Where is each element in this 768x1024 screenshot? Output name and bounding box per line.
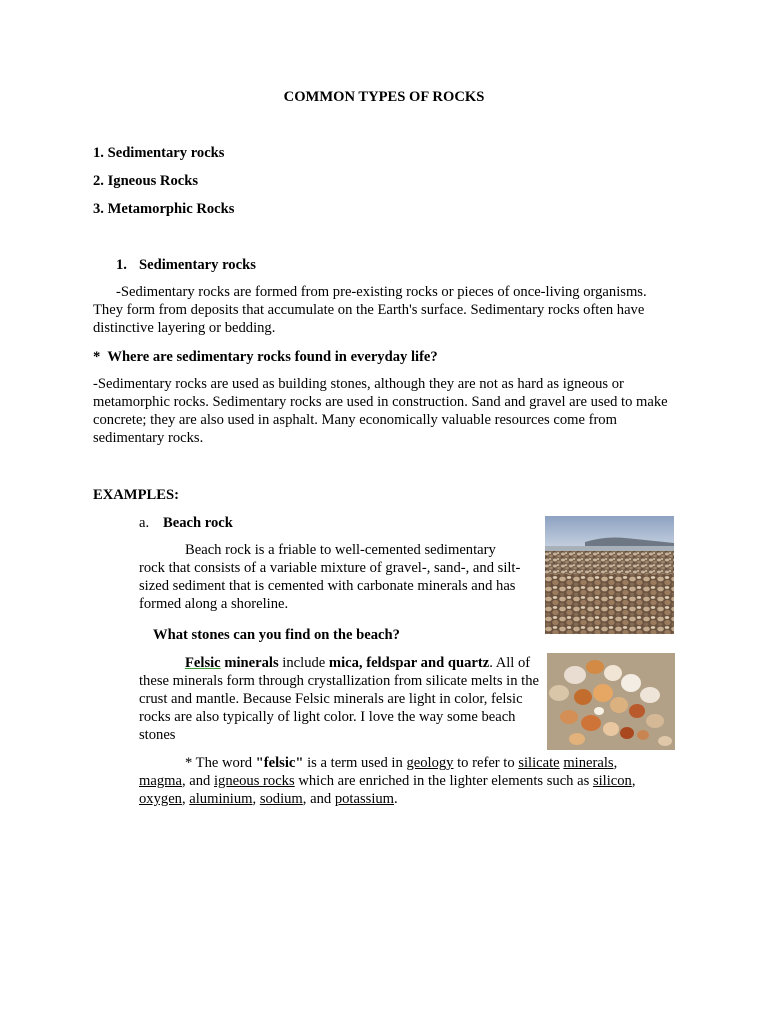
link-silicate[interactable]: silicate — [518, 755, 560, 771]
note-end: . — [394, 791, 398, 807]
felsic-rest-text: . All of these minerals form through crystallization from silicate melts in the crust and mantle. Because Felsic minerals are light in color, felsic rocks are also typically of light color. I love the way some beach stones — [139, 655, 540, 743]
note-text: , and — [302, 791, 335, 807]
section-heading-sedimentary — [116, 256, 256, 274]
link-oxygen[interactable]: oxygen — [139, 791, 182, 807]
note-text: which are enriched in the lighter elements such as — [294, 773, 593, 789]
note-text: to refer to — [453, 755, 519, 771]
question-text: Where are sedimentary rocks found in everyday life? — [107, 349, 438, 365]
example-a-heading — [139, 514, 233, 532]
link-aluminium[interactable]: aluminium — [189, 791, 253, 807]
felsic-paragraph — [139, 654, 539, 744]
link-sodium[interactable]: sodium — [259, 791, 303, 807]
link-igneous-rocks[interactable]: igneous rocks — [214, 773, 295, 789]
beach-pebbles-image — [545, 516, 674, 634]
link-potassium[interactable]: potassium — [334, 791, 395, 807]
example-a-label: a. — [139, 515, 150, 531]
felsic-minerals-word: minerals — [224, 655, 279, 671]
everyday-life-answer: -Sedimentary rocks are used as building stones, although they are not as hard as igneous or metamorphic rocks. Sedimentary rocks are used in construction. Sand and gravel are used to make concrete; they are also used in asphalt. Many economically valuable resources come from sedimentary rocks. — [93, 376, 668, 446]
page-title: COMMON TYPES OF ROCKS — [283, 89, 485, 105]
link-minerals[interactable]: minerals — [563, 755, 614, 771]
toc-item-sedimentary: 1. Sedimentary rocks — [93, 145, 225, 161]
example-a-title: Beach rock — [163, 515, 233, 531]
note-term: "felsic" — [255, 755, 304, 771]
beach-rock-photo — [545, 516, 674, 634]
felsic-stones-photo — [547, 653, 675, 750]
toc-item-metamorphic: 3. Metamorphic Rocks — [93, 201, 235, 217]
examples-heading: EXAMPLES: — [93, 487, 179, 503]
agate-stones-image — [547, 653, 675, 750]
felsic-definition-note: * The word "felsic" is a term used in geology to refer to silicate minerals, magma, and igneous rocks which are enriched in the lighter elements such as silicon, oxygen, aluminium, sodium, and potassium. — [139, 755, 636, 807]
beach-rock-paragraph: Beach rock is a friable to well-cemented sedimentary rock that consists of a variable mixture of gravel-, sand-, and silt-sized sediment that is cemented with carbonate minerals and has formed along a shoreline. — [139, 542, 521, 612]
link-geology[interactable]: geology — [406, 755, 454, 771]
felsic-include-text: include — [278, 655, 329, 671]
link-silicon[interactable]: silicon — [592, 773, 632, 789]
note-text: is a term used in — [303, 755, 407, 771]
sedimentary-intro-paragraph: -Sedimentary rocks are formed from pre-existing rocks or pieces of once-living organisms. They form from deposits that accumulate on the Earth's surface. Sedimentary rocks often have distinctive layering or bedding. — [93, 284, 647, 336]
everyday-life-question — [93, 348, 673, 366]
toc-item-igneous: 2. Igneous Rocks — [93, 173, 199, 189]
beach-stones-question: What stones can you find on the beach? — [153, 627, 400, 643]
question-star: * — [93, 349, 101, 365]
note-text: * The word — [185, 755, 256, 771]
link-magma[interactable]: magma — [139, 773, 182, 789]
note-text: , and — [181, 773, 214, 789]
section-number: 1. — [116, 257, 127, 273]
section-heading-text: Sedimentary rocks — [139, 257, 256, 273]
felsic-mineral-list: mica, feldspar and quartz — [328, 655, 490, 671]
felsic-word: Felsic — [185, 655, 221, 671]
